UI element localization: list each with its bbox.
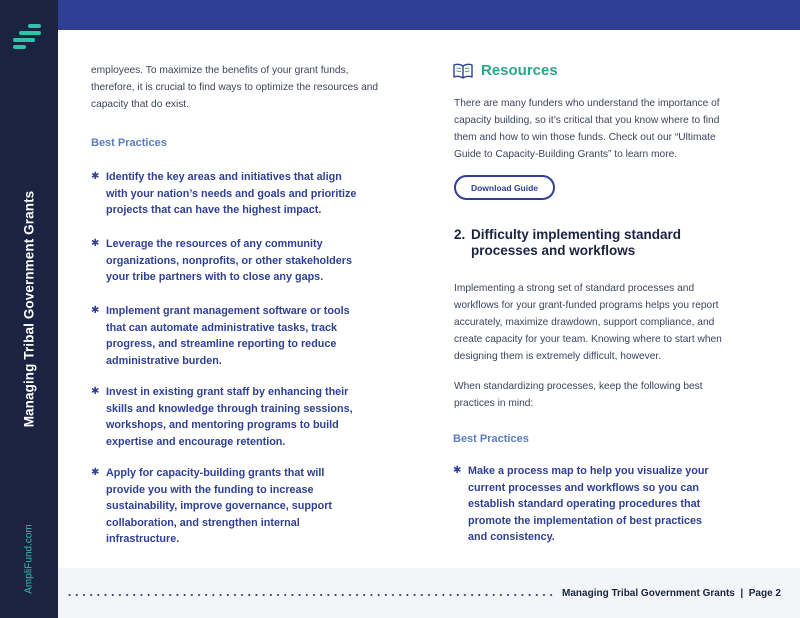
text-line: capacity building, so it’s critical that you know where to find xyxy=(454,115,720,126)
list-item xyxy=(453,463,743,546)
text-line: There are many funders who understand the importance of xyxy=(454,98,720,109)
intro-paragraph xyxy=(91,62,391,113)
text-line: current processes and workflows so you can xyxy=(468,481,700,494)
book-icon xyxy=(453,63,473,79)
resources-paragraph xyxy=(454,95,754,163)
text-line: Apply for capacity-building grants that will xyxy=(106,467,325,479)
text-line: capacity that do exist. xyxy=(91,99,189,110)
sidebar-title: Managing Tribal Government Grants xyxy=(21,190,37,428)
text-line: with your nation’s needs and goals and prioritize xyxy=(106,187,357,200)
sidebar xyxy=(0,0,58,618)
download-guide-button[interactable]: Download Guide xyxy=(454,175,555,200)
section-heading xyxy=(454,227,681,259)
text-line: therefore, it is crucial to find ways to optimize the resources and xyxy=(91,82,379,93)
resources-title: Resources xyxy=(481,62,558,79)
text-line: accurately, maximize drawdown, support compliance, and xyxy=(454,317,715,328)
text-line: workshops, and mentoring programs to build xyxy=(106,419,339,431)
list-item xyxy=(91,303,366,369)
section-title-line: processes and workflows xyxy=(471,243,636,258)
text-line: skills and knowledge through training sessions, xyxy=(106,402,353,415)
text-line: designing them is extremely difficult, however. xyxy=(454,351,662,362)
text-line: your tribe partners with to close any gaps. xyxy=(106,271,324,283)
dotted-divider xyxy=(66,594,556,596)
amplifund-logo-icon xyxy=(13,24,43,54)
text-line: them and how to win those funds. Check out our “Ultimate xyxy=(454,132,716,143)
resources-heading xyxy=(453,62,558,79)
text-line: organizations, nonprofits, or other stakeholders xyxy=(106,254,352,267)
text-line: promote the implementation of best practices xyxy=(468,514,702,527)
asterisk-bullet-icon: ✱ xyxy=(91,467,100,478)
text-line: Make a process map to help you visualize your xyxy=(468,465,709,477)
text-line: sustainability, improve governance, support xyxy=(106,500,332,512)
section-title-line: Difficulty implementing standard xyxy=(471,227,682,242)
text-line: Guide to Capacity-Building Grants” to learn more. xyxy=(454,149,678,160)
text-line: projects that can have the highest impact. xyxy=(106,204,322,216)
text-line: create capacity for your team. Knowing where to start when xyxy=(454,334,722,345)
asterisk-bullet-icon: ✱ xyxy=(453,465,462,476)
asterisk-bullet-icon: ✱ xyxy=(91,238,100,249)
list-item xyxy=(91,236,366,286)
text-line: expertise and encourage retention. xyxy=(106,435,286,448)
text-line: establish standard operating procedures that xyxy=(468,498,701,510)
text-line: Leverage the resources of any community xyxy=(106,238,323,250)
text-line: Implement grant management software or tools xyxy=(106,305,350,317)
text-line: workflows for your grant-funded programs helps you report xyxy=(454,300,719,311)
text-line: that can automate administrative tasks, track xyxy=(106,321,338,334)
footer-page-label: Managing Tribal Government Grants | Page 2 xyxy=(562,588,781,599)
text-line: When standardizing processes, keep the following best xyxy=(454,381,703,392)
text-line: progress, and streamline reporting to reduce xyxy=(106,338,337,350)
list-item xyxy=(91,384,366,450)
text-line: provide you with the funding to increase xyxy=(106,483,314,496)
section-paragraph xyxy=(454,280,754,365)
best-practices-heading: Best Practices xyxy=(91,137,167,149)
text-line: and consistency. xyxy=(468,531,555,543)
text-line: practices in mind: xyxy=(454,398,534,409)
section-number: 2. xyxy=(454,227,466,242)
list-item xyxy=(91,169,366,219)
top-banner xyxy=(58,0,800,30)
asterisk-bullet-icon: ✱ xyxy=(91,386,100,397)
list-item xyxy=(91,465,366,548)
asterisk-bullet-icon: ✱ xyxy=(91,171,100,182)
text-line: administrative burden. xyxy=(106,354,222,367)
text-line: collaboration, and strengthen internal xyxy=(106,516,300,529)
text-line: employees. To maximize the benefits of your grant funds, xyxy=(91,65,349,76)
asterisk-bullet-icon: ✱ xyxy=(91,305,100,316)
section-paragraph xyxy=(454,378,754,412)
text-line: Invest in existing grant staff by enhancing their xyxy=(106,386,349,398)
best-practices-heading: Best Practices xyxy=(453,433,529,445)
text-line: infrastructure. xyxy=(106,533,180,545)
text-line: Identify the key areas and initiatives that align xyxy=(106,171,342,183)
text-line: Implementing a strong set of standard processes and xyxy=(454,283,695,294)
website-link[interactable]: AmpliFund.com xyxy=(23,524,35,594)
